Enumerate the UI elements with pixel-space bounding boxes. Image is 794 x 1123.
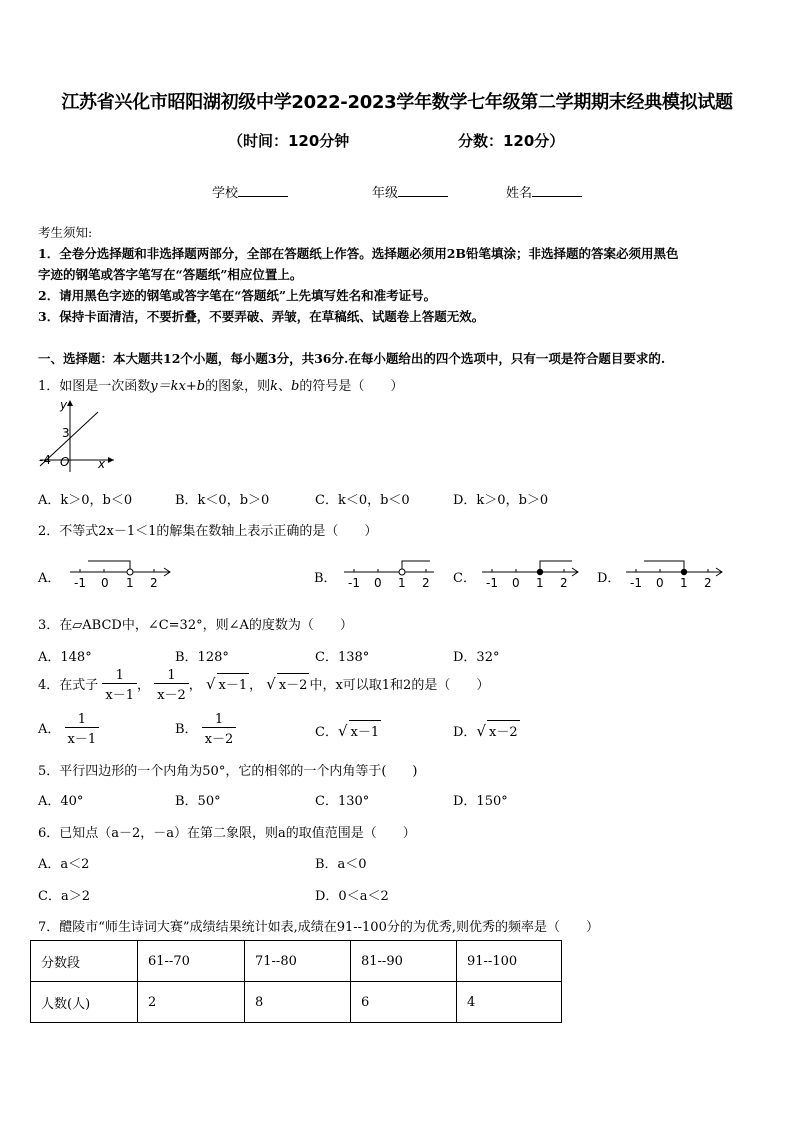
q4-text: 4．在式子 — [38, 678, 99, 693]
radical-icon: √ — [476, 722, 486, 740]
q2-option-b-letter[interactable]: B． — [314, 571, 337, 586]
denominator: x－1 — [65, 727, 100, 747]
q2-numberline-b[interactable] — [340, 556, 440, 592]
q4-text: 中，x可以取1和2的是（ ） — [309, 678, 490, 693]
q1-option-c[interactable]: C．k＜0，b＜0 — [315, 493, 410, 508]
tick-label: 0 — [512, 576, 520, 590]
numerator: 1 — [167, 668, 176, 683]
school-label: 学校 — [212, 186, 239, 201]
comma: ， — [188, 678, 202, 693]
table-cell: 81--90 — [351, 941, 457, 982]
solution-bracket — [540, 561, 572, 572]
q3-option-d[interactable]: D．32° — [453, 650, 500, 665]
closed-dot — [537, 569, 543, 575]
tick-label: 0 — [101, 576, 109, 590]
table-cell: 4 — [457, 982, 562, 1023]
x-label: x — [98, 457, 106, 471]
question-5-stem: 5．平行四边形的一个内角为50°，它的相邻的一个内角等于( ) — [38, 764, 418, 779]
q5-option-a[interactable]: A．40° — [38, 794, 84, 809]
question-4-stem — [38, 668, 489, 703]
table-cell: 71--80 — [245, 941, 351, 982]
question-2-stem: 2．不等式2x－1＜1的解集在数轴上表示正确的是（ ） — [38, 524, 378, 539]
comma: ， — [137, 678, 151, 693]
q4-option-c-sqrt: x－1 — [349, 720, 382, 740]
closed-dot — [681, 569, 687, 575]
grade-field — [372, 182, 448, 201]
table-cell: 人数(人) — [31, 982, 138, 1023]
q6-option-d[interactable]: D．0＜a＜2 — [315, 889, 389, 904]
denominator: x－2 — [154, 683, 189, 703]
x-axis-arrow — [108, 457, 114, 463]
table-cell: 91--100 — [457, 941, 562, 982]
option-letter: C． — [315, 725, 338, 740]
tick-label: 2 — [422, 576, 430, 590]
table-header-row — [31, 941, 562, 982]
option-letter: A． — [38, 722, 61, 737]
tick-label: 2 — [560, 576, 568, 590]
numerator: 1 — [214, 712, 224, 727]
q4-option-d[interactable] — [453, 720, 520, 740]
q1-k: k — [270, 379, 278, 394]
q1-text: 的符号是（ ） — [299, 379, 404, 394]
option-letter: B． — [175, 722, 198, 737]
q4-option-a-frac — [65, 712, 100, 747]
q4-expr-sqrt2: x－2 — [277, 673, 310, 693]
q1-option-b[interactable]: B．k＜0，b＞0 — [175, 493, 270, 508]
denominator: x－1 — [102, 683, 137, 703]
x-intercept-label: -4 — [39, 453, 51, 467]
question-6-stem: 6．已知点（a－2，－a）在第二象限，则a的取值范围是（ ） — [38, 826, 416, 841]
tick-label: 0 — [374, 576, 382, 590]
y-label: y — [60, 398, 68, 412]
q4-option-d-sqrt: x－2 — [487, 720, 520, 740]
q1-function-graph — [36, 396, 116, 474]
exam-score: 分数：120分） — [458, 132, 565, 150]
tick-label: 1 — [536, 576, 544, 590]
tick-label: -1 — [74, 576, 86, 590]
table-cell: 分数段 — [31, 941, 138, 982]
q1-text: 的图象，则 — [205, 379, 271, 394]
tick-label: 2 — [150, 576, 158, 590]
exam-title: 江苏省兴化市昭阳湖初级中学2022-2023学年数学七年级第二学期期末经典模拟试题 — [61, 92, 733, 113]
q2-numberline-c[interactable] — [478, 556, 582, 592]
origin-label: O — [60, 455, 70, 469]
q1-text: 1．如图是一次函数 — [38, 379, 151, 394]
grade-blank — [398, 184, 448, 197]
tick-label: 1 — [680, 576, 688, 590]
notice-item: 字迹的钢笔或答字笔写在“答题纸”相应位置上。 — [38, 267, 303, 282]
open-dot — [399, 569, 405, 575]
q6-option-c[interactable]: C．a＞2 — [38, 889, 90, 904]
name-blank — [532, 184, 582, 197]
radical-icon: √ — [266, 675, 276, 693]
q4-option-c[interactable] — [315, 720, 381, 740]
question-7-stem: 7．醴陵市“师生诗词大赛”成绩结果统计如表,成绩在91--100分的为优秀,则优秀的频率是（ ） — [38, 920, 599, 935]
notice-heading: 考生须知: — [38, 225, 93, 240]
tick-label: -1 — [348, 576, 360, 590]
numerator: 1 — [77, 712, 86, 727]
q4-option-b-frac — [202, 712, 237, 747]
option-letter: D． — [453, 725, 477, 740]
q2-option-c-letter[interactable]: C． — [453, 571, 476, 586]
section-heading: 一、选择题：本大题共12个小题，每小题3分，共36分.在每小题给出的四个选项中，只有一项是符合题目要求的. — [38, 351, 666, 366]
q6-option-a[interactable]: A．a＜2 — [38, 857, 90, 872]
q4-option-b[interactable] — [175, 712, 236, 747]
q1-sep: 、 — [277, 379, 291, 394]
q1-option-a[interactable]: A．k＞0，b＜0 — [38, 493, 133, 508]
radical-icon: √ — [337, 722, 348, 740]
q6-option-b[interactable]: B．a＜0 — [315, 857, 367, 872]
q5-option-d[interactable]: D．150° — [453, 794, 508, 809]
question-3-stem: 3．在▱ABCD中，∠C=32°，则∠A的度数为（ ） — [38, 618, 353, 633]
comma: ， — [249, 678, 263, 693]
y-intercept-label: 3 — [62, 426, 70, 440]
school-blank — [238, 184, 288, 197]
tick-label: 0 — [656, 576, 664, 590]
notice-item: 1．全卷分选择题和非选择题两部分，全部在答题纸上作答。选择题必须用2B铅笔填涂；非选择题的答案必须用黑色 — [38, 246, 679, 261]
q4-expr-frac1 — [102, 668, 137, 703]
radical-icon: √ — [205, 675, 216, 693]
name-label: 姓名 — [506, 186, 533, 201]
numerator: 1 — [115, 668, 124, 683]
solution-bracket — [644, 561, 684, 572]
exam-time: （时间：120分钟 — [228, 132, 350, 150]
school-field — [212, 182, 288, 201]
q2-option-a-letter[interactable]: A． — [38, 571, 61, 586]
q2-numberline-a[interactable] — [66, 556, 176, 592]
score-table — [30, 940, 562, 1023]
q3-option-b[interactable]: B．128° — [175, 650, 229, 665]
denominator: x－2 — [202, 727, 237, 747]
table-row — [31, 982, 562, 1023]
q5-option-c[interactable]: C．130° — [315, 794, 370, 809]
notice-item: 3．保持卡面清洁，不要折叠，不要弄破、弄皱，在草稿纸、试题卷上答题无效。 — [38, 309, 485, 324]
q5-option-b[interactable]: B．50° — [175, 794, 221, 809]
tick-label: -1 — [486, 576, 498, 590]
y-axis-arrow — [67, 400, 73, 406]
q4-option-a[interactable] — [38, 712, 99, 747]
table-cell: 6 — [351, 982, 457, 1023]
q3-option-c[interactable]: C．138° — [315, 650, 370, 665]
q1-b: b — [290, 379, 300, 394]
table-cell: 2 — [138, 982, 245, 1023]
tick-label: 1 — [126, 576, 134, 590]
tick-label: -1 — [630, 576, 642, 590]
open-dot — [127, 569, 133, 575]
grade-label: 年级 — [372, 186, 399, 201]
q1-option-d[interactable]: D．k＞0，b＞0 — [453, 493, 549, 508]
name-field — [506, 182, 582, 201]
tick-label: 2 — [704, 576, 712, 590]
tick-label: 1 — [398, 576, 406, 590]
q2-numberline-d[interactable] — [622, 556, 726, 592]
q2-option-d-letter[interactable]: D． — [597, 571, 621, 586]
table-cell: 61--70 — [138, 941, 245, 982]
q1-function: y＝kx+b — [150, 379, 206, 394]
question-1-stem — [38, 375, 403, 394]
solution-bracket — [88, 561, 130, 572]
q4-expr-sqrt1: x－1 — [217, 673, 250, 693]
notice-item: 2．请用黑色字迹的钢笔或答字笔在“答题纸”上先填写姓名和准考证号。 — [38, 288, 437, 303]
q4-expr-frac2 — [154, 668, 189, 703]
q3-option-a[interactable]: A．148° — [38, 650, 92, 665]
table-cell: 8 — [245, 982, 351, 1023]
